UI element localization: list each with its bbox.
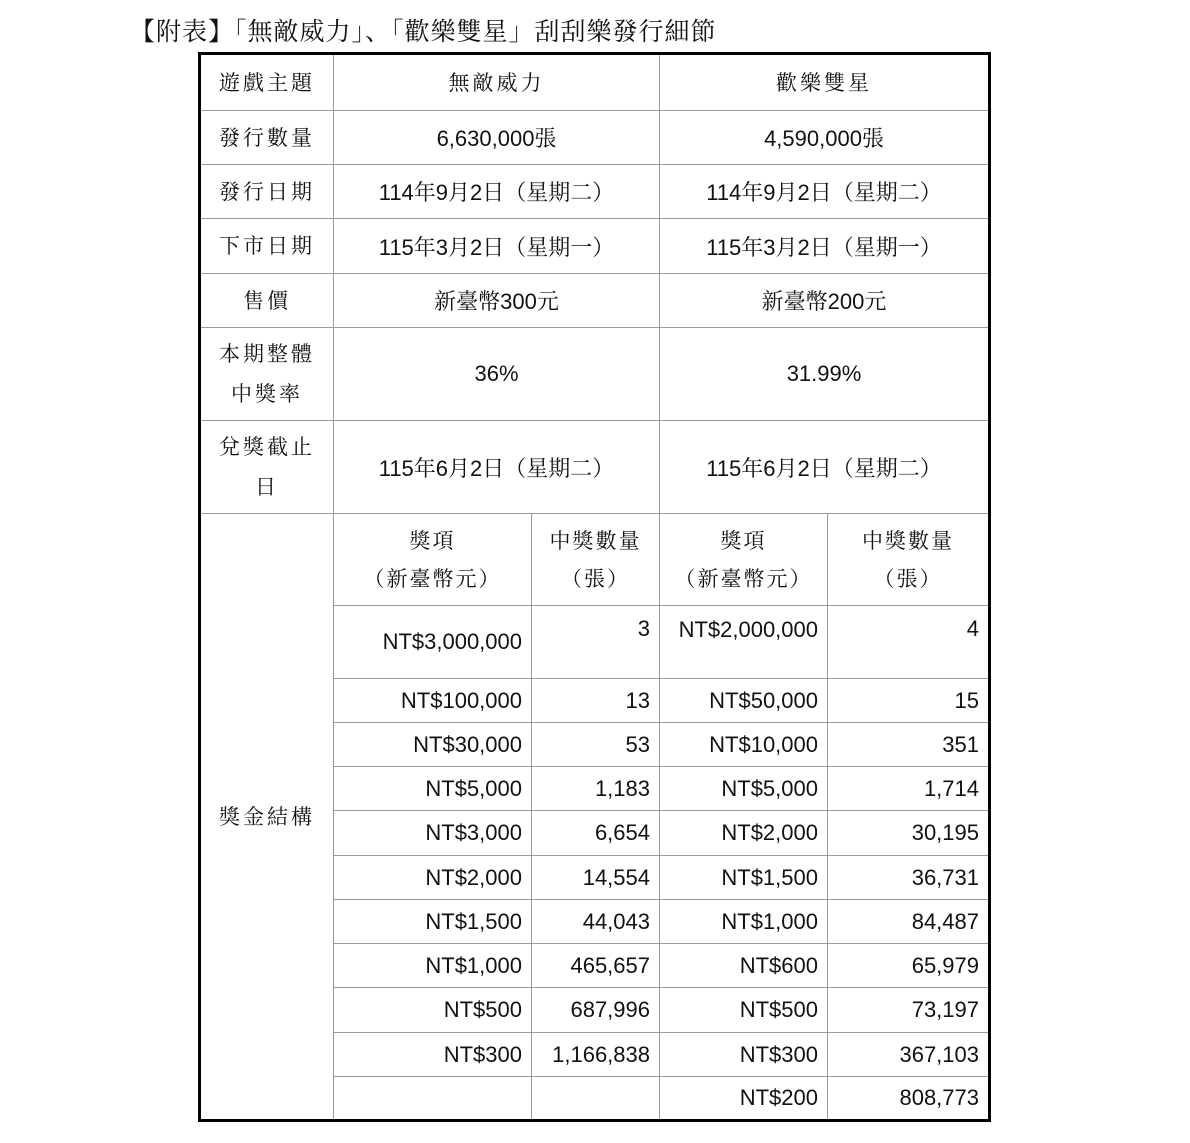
game-a-name: 無敵威力 — [334, 54, 660, 111]
game-a-prize-column-header — [334, 514, 532, 606]
game-b-count: 15 — [828, 679, 990, 723]
row-delist-date — [200, 219, 990, 274]
game-a-prize: NT$3,000,000 — [334, 606, 532, 679]
document-title: 【附表】「無敵威力」、「歡樂雙星」刮刮樂發行細節 — [130, 17, 717, 46]
header-line2: （新臺幣元） — [363, 566, 502, 591]
game-b-count: 36,731 — [828, 856, 990, 900]
game-a-count: 14,554 — [532, 856, 660, 900]
game-a-count: 687,996 — [532, 988, 660, 1033]
game-b-prize: NT$600 — [660, 944, 828, 988]
header-line2: （張） — [561, 566, 630, 591]
lottery-details-table — [198, 52, 991, 1122]
game-b-prize: NT$5,000 — [660, 767, 828, 811]
header-line2: （張） — [873, 566, 943, 591]
game-a-prize: NT$30,000 — [334, 723, 532, 767]
game-a-prize: NT$5,000 — [334, 767, 532, 811]
row-win-rate — [200, 328, 990, 421]
game-b-count: 84,487 — [828, 900, 990, 944]
game-b-value: 115年6月2日（星期二） — [660, 421, 990, 514]
prize-structure-label: 獎金結構 — [200, 514, 334, 1121]
game-a-count: 1,183 — [532, 767, 660, 811]
game-b-prize: NT$50,000 — [660, 679, 828, 723]
game-b-value: 4,590,000張 — [660, 111, 990, 165]
game-a-prize: NT$300 — [334, 1033, 532, 1077]
header-line1: 獎項 — [409, 528, 456, 553]
header-row — [200, 54, 990, 111]
game-a-prize-empty — [334, 1077, 532, 1121]
game-a-count: 3 — [532, 606, 660, 679]
game-b-name: 歡樂雙星 — [660, 54, 990, 111]
game-b-value: 115年3月2日（星期一） — [660, 219, 990, 274]
game-a-count: 465,657 — [532, 944, 660, 988]
row-label-line2: 中獎率 — [231, 382, 303, 406]
game-a-prize: NT$100,000 — [334, 679, 532, 723]
game-b-count: 73,197 — [828, 988, 990, 1033]
row-label — [200, 421, 334, 514]
game-a-count: 6,654 — [532, 811, 660, 856]
game-b-value: 新臺幣200元 — [660, 274, 990, 328]
row-issue-date — [200, 165, 990, 219]
game-a-count: 1,166,838 — [532, 1033, 660, 1077]
game-b-prize: NT$10,000 — [660, 723, 828, 767]
game-b-prize: NT$2,000 — [660, 811, 828, 856]
row-label-line2: 日 — [255, 475, 279, 499]
header-line2: （新臺幣元） — [674, 566, 813, 591]
game-a-value: 115年3月2日（星期一） — [334, 219, 660, 274]
prize-header-row — [200, 514, 990, 606]
game-b-count: 65,979 — [828, 944, 990, 988]
header-label: 遊戲主題 — [200, 54, 334, 111]
game-a-value: 6,630,000張 — [334, 111, 660, 165]
game-a-count-empty — [532, 1077, 660, 1121]
header-line1: 獎項 — [720, 528, 767, 553]
game-b-prize: NT$2,000,000 — [660, 606, 828, 679]
header-line1: 中獎數量 — [549, 528, 642, 553]
game-b-count-column-header — [828, 514, 990, 606]
game-a-count: 53 — [532, 723, 660, 767]
game-a-count-column-header — [532, 514, 660, 606]
game-b-prize: NT$500 — [660, 988, 828, 1033]
row-label: 發行日期 — [200, 165, 334, 219]
row-label: 發行數量 — [200, 111, 334, 165]
table-body — [200, 54, 990, 1121]
row-label-line1: 兌獎截止 — [219, 435, 315, 459]
row-redeem-deadline — [200, 421, 990, 514]
row-price — [200, 274, 990, 328]
game-b-count: 351 — [828, 723, 990, 767]
row-issue-quantity — [200, 111, 990, 165]
game-b-prize: NT$1,000 — [660, 900, 828, 944]
game-a-prize: NT$3,000 — [334, 811, 532, 856]
game-b-prize: NT$200 — [660, 1077, 828, 1121]
row-label: 下市日期 — [200, 219, 334, 274]
game-b-count: 1,714 — [828, 767, 990, 811]
game-a-prize: NT$1,000 — [334, 944, 532, 988]
game-a-value: 36% — [334, 328, 660, 421]
game-a-prize: NT$1,500 — [334, 900, 532, 944]
game-b-prize: NT$1,500 — [660, 856, 828, 900]
game-a-value: 115年6月2日（星期二） — [334, 421, 660, 514]
game-b-count: 367,103 — [828, 1033, 990, 1077]
game-a-prize: NT$2,000 — [334, 856, 532, 900]
row-label-line1: 本期整體 — [219, 342, 315, 366]
row-label — [200, 328, 334, 421]
game-b-prize: NT$300 — [660, 1033, 828, 1077]
game-a-count: 13 — [532, 679, 660, 723]
game-b-prize-column-header — [660, 514, 828, 606]
header-line1: 中獎數量 — [862, 528, 954, 553]
game-b-count: 30,195 — [828, 811, 990, 856]
game-a-prize: NT$500 — [334, 988, 532, 1033]
game-b-value: 114年9月2日（星期二） — [660, 165, 990, 219]
game-a-value: 114年9月2日（星期二） — [334, 165, 660, 219]
game-a-value: 新臺幣300元 — [334, 274, 660, 328]
game-b-count: 808,773 — [828, 1077, 990, 1121]
game-b-count: 4 — [828, 606, 990, 679]
game-a-count: 44,043 — [532, 900, 660, 944]
row-label: 售價 — [200, 274, 334, 328]
game-b-value: 31.99% — [660, 328, 990, 421]
